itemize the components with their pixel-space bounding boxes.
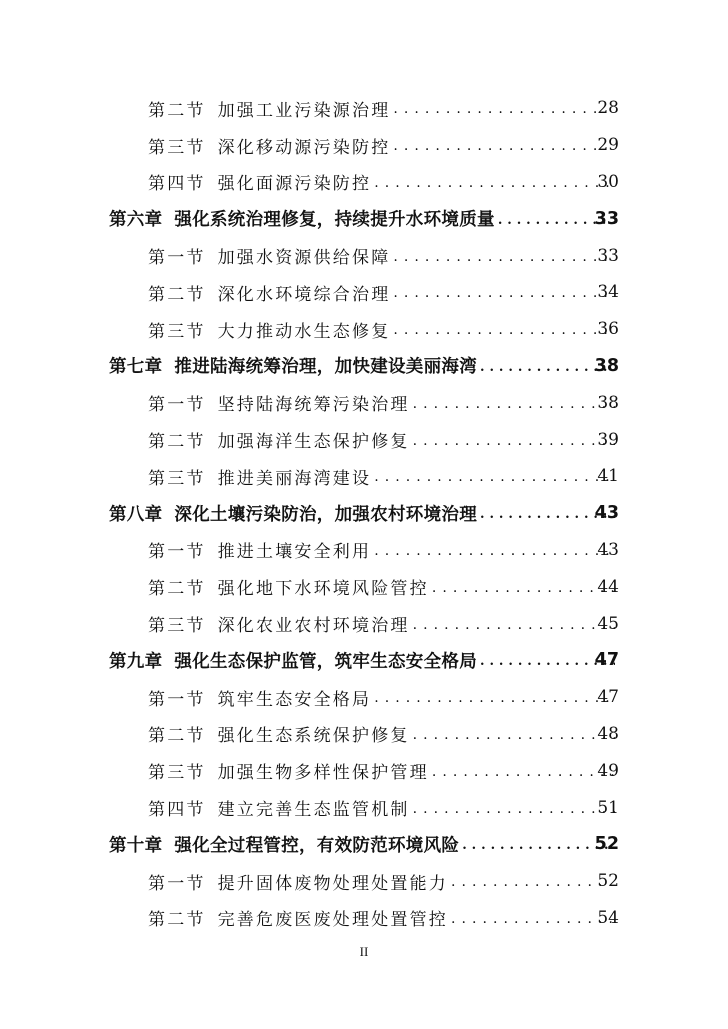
section-title: 强化地下水环境风险管控 <box>217 579 429 600</box>
toc-entry-label <box>109 648 477 673</box>
dot-leader <box>393 282 615 302</box>
toc-section-entry[interactable] <box>0 164 728 201</box>
toc-entry-label <box>148 96 390 121</box>
dot-leader <box>393 319 615 339</box>
toc-chapter-entry[interactable] <box>0 826 728 863</box>
section-number: 第三节 <box>148 137 206 158</box>
toc-entry-label <box>148 390 410 415</box>
section-title: 深化移动源污染防控 <box>217 137 391 158</box>
section-number: 第三节 <box>148 468 206 489</box>
dot-leader <box>432 761 615 781</box>
toc-entry-label <box>148 685 371 710</box>
section-title: 大力推动水生态修复 <box>217 321 391 342</box>
section-title: 筑牢生态安全格局 <box>217 689 372 710</box>
dot-leader <box>432 577 615 597</box>
toc-chapter-entry[interactable] <box>0 348 728 385</box>
section-title: 推进土壤安全利用 <box>217 542 372 563</box>
dot-leader <box>413 798 615 818</box>
toc-entry-label <box>148 133 390 158</box>
table-of-contents <box>0 90 728 936</box>
dot-leader <box>413 614 615 634</box>
toc-page-number: 41 <box>597 466 619 487</box>
dot-leader <box>413 724 615 744</box>
section-number: 第二节 <box>148 726 206 747</box>
toc-chapter-entry[interactable] <box>0 200 728 237</box>
chapter-number: 第八章 <box>109 504 163 525</box>
chapter-number: 第九章 <box>109 651 163 672</box>
toc-entry-label <box>148 317 390 342</box>
section-title: 建立完善生态监管机制 <box>217 800 410 821</box>
section-title: 强化面源污染防控 <box>217 174 372 195</box>
toc-section-entry[interactable] <box>0 532 728 569</box>
toc-page-number: 49 <box>597 760 619 781</box>
toc-section-entry[interactable] <box>0 274 728 311</box>
dot-leader <box>393 246 615 266</box>
toc-page-number: 43 <box>594 503 619 524</box>
toc-entry-label <box>109 206 495 231</box>
toc-section-entry[interactable] <box>0 789 728 826</box>
chapter-title: 强化系统治理修复，持续提升水环境质量 <box>174 210 495 231</box>
toc-page-number: 47 <box>594 650 619 671</box>
toc-entry-label <box>148 243 390 268</box>
toc-entry-label <box>148 169 371 194</box>
dot-leader <box>451 908 615 928</box>
section-title: 加强水资源供给保障 <box>217 248 391 269</box>
toc-page-number: 52 <box>597 871 619 892</box>
toc-entry-label <box>148 905 448 930</box>
section-number: 第二节 <box>148 284 206 305</box>
dot-leader <box>413 430 615 450</box>
section-title: 提升固体废物处理处置能力 <box>217 873 449 894</box>
dot-leader <box>374 540 615 560</box>
toc-entry-label <box>148 574 429 599</box>
section-title: 强化生态系统保护修复 <box>217 726 410 747</box>
section-title: 加强工业污染源治理 <box>217 100 391 121</box>
section-number: 第一节 <box>148 689 206 710</box>
toc-entry-label <box>109 353 477 378</box>
chapter-number: 第十章 <box>109 835 163 856</box>
chapter-title: 强化生态保护监管，筑牢生态安全格局 <box>174 651 478 672</box>
toc-section-entry[interactable] <box>0 568 728 605</box>
section-number: 第四节 <box>148 800 206 821</box>
toc-section-entry[interactable] <box>0 421 728 458</box>
toc-entry-label <box>109 832 459 857</box>
section-number: 第二节 <box>148 100 206 121</box>
toc-page-number: 38 <box>594 355 619 376</box>
section-title: 加强海洋生态保护修复 <box>217 432 410 453</box>
toc-entry-label <box>148 537 371 562</box>
toc-page-number: 39 <box>597 429 619 450</box>
section-number: 第三节 <box>148 616 206 637</box>
dot-leader <box>462 834 615 854</box>
toc-section-entry[interactable] <box>0 90 728 127</box>
toc-section-entry[interactable] <box>0 311 728 348</box>
section-number: 第一节 <box>148 873 206 894</box>
chapter-title: 推进陆海统筹治理，加快建设美丽海湾 <box>174 357 478 378</box>
toc-entry-label <box>148 795 410 820</box>
dot-leader <box>374 466 615 486</box>
toc-page-number: 30 <box>597 171 619 192</box>
toc-page-number: 47 <box>597 687 619 708</box>
section-title: 深化水环境综合治理 <box>217 284 391 305</box>
dot-leader <box>413 393 615 413</box>
section-number: 第四节 <box>148 174 206 195</box>
toc-page-number: 44 <box>597 576 619 597</box>
toc-page-number: 34 <box>597 282 619 303</box>
section-title: 加强生物多样性保护管理 <box>217 763 429 784</box>
toc-section-entry[interactable] <box>0 679 728 716</box>
section-title: 深化农业农村环境治理 <box>217 616 410 637</box>
toc-page-number: 38 <box>597 392 619 413</box>
toc-chapter-entry[interactable] <box>0 495 728 532</box>
toc-page-number: 36 <box>597 319 619 340</box>
toc-entry-label <box>148 464 371 489</box>
toc-page-number: 33 <box>594 208 619 229</box>
toc-section-entry[interactable] <box>0 237 728 274</box>
section-number: 第一节 <box>148 395 206 416</box>
toc-section-entry[interactable] <box>0 752 728 789</box>
dot-leader <box>374 172 615 192</box>
toc-page-number: 52 <box>594 834 619 855</box>
toc-entry-label <box>148 427 410 452</box>
toc-chapter-entry[interactable] <box>0 642 728 679</box>
section-number: 第一节 <box>148 248 206 269</box>
dot-leader <box>374 687 615 707</box>
section-number: 第二节 <box>148 910 206 931</box>
toc-section-entry[interactable] <box>0 458 728 495</box>
chapter-title: 强化全过程管控，有效防范环境风险 <box>174 835 460 856</box>
dot-leader <box>393 135 615 155</box>
toc-page-number: 33 <box>597 245 619 266</box>
toc-section-entry[interactable] <box>0 605 728 642</box>
toc-section-entry[interactable] <box>0 863 728 900</box>
toc-page-number: 54 <box>597 907 619 928</box>
toc-page-number: 51 <box>597 797 619 818</box>
toc-page-number: 43 <box>597 539 619 560</box>
chapter-title: 深化土壤污染防治，加强农村环境治理 <box>174 504 478 525</box>
section-number: 第二节 <box>148 432 206 453</box>
section-title: 坚持陆海统筹污染治理 <box>217 395 410 416</box>
section-number: 第三节 <box>148 763 206 784</box>
dot-leader <box>451 871 615 891</box>
toc-section-entry[interactable] <box>0 716 728 753</box>
toc-entry-label <box>148 869 448 894</box>
toc-section-entry[interactable] <box>0 384 728 421</box>
toc-section-entry[interactable] <box>0 900 728 937</box>
toc-page-number: 29 <box>597 135 619 156</box>
toc-entry-label <box>148 721 410 746</box>
dot-leader <box>393 98 615 118</box>
section-number: 第一节 <box>148 542 206 563</box>
toc-section-entry[interactable] <box>0 127 728 164</box>
toc-entry-label <box>148 611 410 636</box>
toc-page-number: 28 <box>597 98 619 119</box>
toc-entry-label <box>109 501 477 526</box>
toc-page-number: 48 <box>597 723 619 744</box>
toc-page-number: 45 <box>597 613 619 634</box>
toc-entry-label <box>148 758 429 783</box>
section-number: 第三节 <box>148 321 206 342</box>
chapter-number: 第六章 <box>109 210 163 231</box>
section-title: 完善危废医废处理处置管控 <box>217 910 449 931</box>
section-number: 第二节 <box>148 579 206 600</box>
page-number-footer: II <box>359 944 369 959</box>
chapter-number: 第七章 <box>109 357 163 378</box>
toc-entry-label <box>148 280 390 305</box>
section-title: 推进美丽海湾建设 <box>217 468 372 489</box>
